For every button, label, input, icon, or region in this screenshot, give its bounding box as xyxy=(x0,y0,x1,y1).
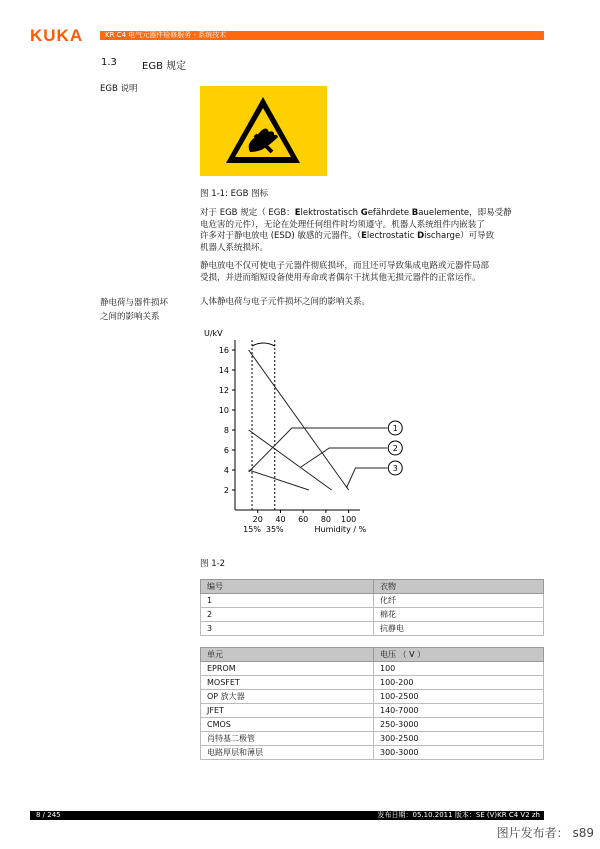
table-cell: 1 xyxy=(201,594,374,608)
esd-warning-icon xyxy=(200,86,327,176)
table-header-cell: 衣物 xyxy=(374,580,544,594)
x-tick-label: 80 xyxy=(320,515,332,524)
figure2-caption: 图 1-2 xyxy=(200,559,226,569)
watermark: 图片发布者： s89 xyxy=(496,826,594,840)
esd-humidity-chart xyxy=(200,325,420,545)
table-cell: 化纤 xyxy=(374,594,544,608)
side-label-egb: EGB 说明 xyxy=(100,84,138,94)
y-tick-label: 4 xyxy=(223,466,229,475)
voltage-table xyxy=(200,647,544,760)
table-row xyxy=(201,690,544,704)
table-row xyxy=(201,704,544,718)
table-row xyxy=(201,662,544,676)
table-cell: 100-200 xyxy=(374,676,544,690)
table-cell: 3 xyxy=(201,622,374,636)
table-cell: EPROM xyxy=(201,662,374,676)
section-number: 1.3 xyxy=(101,57,117,68)
y-tick-label: 16 xyxy=(218,346,229,355)
table-row xyxy=(201,718,544,732)
table-cell: CMOS xyxy=(201,718,374,732)
table-row xyxy=(201,746,544,760)
paragraph1: 对于 EGB 规定（ EGB：Elektrostatisch Gefährdete Bauelemente，即易受静 电危害的元件），无论在处理任何组件时均须遵守。机器人系统组件内嵌装了 许多对于静电放电 (ESD) 敏感的元器件。（Electrostatic Discharge）可导致 机器人系统损坏。 xyxy=(200,208,512,253)
y-tick-label: 8 xyxy=(223,426,229,435)
figure1-caption: 图 1-1: EGB 图标 xyxy=(200,189,269,199)
y-tick-label: 6 xyxy=(223,446,229,455)
header-bar xyxy=(100,31,544,40)
x-tick-label: 60 xyxy=(298,515,309,524)
table-header-row xyxy=(201,580,544,594)
side-label-damage: 静电荷与器件损坏 之间的影响关系 xyxy=(100,298,169,322)
table-cell: JFET xyxy=(201,704,374,718)
kuka-logo: KUKA xyxy=(30,26,84,45)
callout-number: 2 xyxy=(392,444,398,453)
table-cell: 肖特基二极管 xyxy=(201,732,374,746)
callout-number: 1 xyxy=(392,424,398,433)
table-cell: 2 xyxy=(201,608,374,622)
table-cell: 棉花 xyxy=(374,608,544,622)
x-tick-label: 100 xyxy=(340,515,357,524)
y-tick-label: 12 xyxy=(218,386,229,395)
page-number: 8 / 245 xyxy=(36,811,61,819)
table-cell: 100 xyxy=(374,662,544,676)
paragraph3: 人体静电荷与电子元件损坏之间的影响关系。 xyxy=(200,297,371,307)
callout-leader xyxy=(346,468,387,488)
table-header-cell: 编号 xyxy=(201,580,374,594)
series-line-1 xyxy=(249,350,349,490)
y-tick-label: 2 xyxy=(223,486,229,495)
table-header-cell: 单元 xyxy=(201,648,374,662)
section-title: EGB 规定 xyxy=(142,61,187,72)
callout-number: 3 xyxy=(392,464,398,473)
x-axis-label: Humidity / % xyxy=(314,525,367,534)
x-tick-label: 20 xyxy=(252,515,263,524)
x-extra-label: 35% xyxy=(265,525,284,534)
table-row xyxy=(201,622,544,636)
band-brace xyxy=(252,343,275,346)
x-extra-label: 15% xyxy=(243,525,261,534)
doc-title: KR C4 电气元器件检修服务 - 系统技术 xyxy=(105,31,227,39)
table-cell: 140-7000 xyxy=(374,704,544,718)
table-row xyxy=(201,732,544,746)
table-row xyxy=(201,594,544,608)
footer-meta: 发布日期：05.10.2011 版本：SE (V)KR C4 V2 zh xyxy=(377,811,540,819)
table-cell: 250-3000 xyxy=(374,718,544,732)
table-cell: 抗静电 xyxy=(374,622,544,636)
series-line-3 xyxy=(249,470,309,490)
table-row xyxy=(201,676,544,690)
table-row xyxy=(201,608,544,622)
table-header-cell: 电压 （ V ） xyxy=(374,648,544,662)
y-axis-label: U/kV xyxy=(204,329,223,338)
callout-leader xyxy=(301,448,387,467)
y-tick-label: 10 xyxy=(218,406,229,415)
table-cell: 电路厚层和薄层 xyxy=(201,746,374,760)
x-tick-label: 40 xyxy=(275,515,286,524)
table-cell: MOSFET xyxy=(201,676,374,690)
table-cell: 300-2500 xyxy=(374,732,544,746)
table-header-row xyxy=(201,648,544,662)
paragraph2: 静电放电不仅可使电子元器件彻底损坏，而且还可导致集成电路或元器件局部 受损，并进而缩短设备使用寿命或者偶尔干扰其他无损元器件的正常运作。 xyxy=(200,261,490,283)
table-cell: 300-3000 xyxy=(374,746,544,760)
footer-bar xyxy=(30,811,544,820)
y-tick-label: 14 xyxy=(218,366,229,375)
table-cell: OP 放大器 xyxy=(201,690,374,704)
callout-leader xyxy=(249,428,388,472)
clothing-table xyxy=(200,579,544,636)
table-cell: 100-2500 xyxy=(374,690,544,704)
